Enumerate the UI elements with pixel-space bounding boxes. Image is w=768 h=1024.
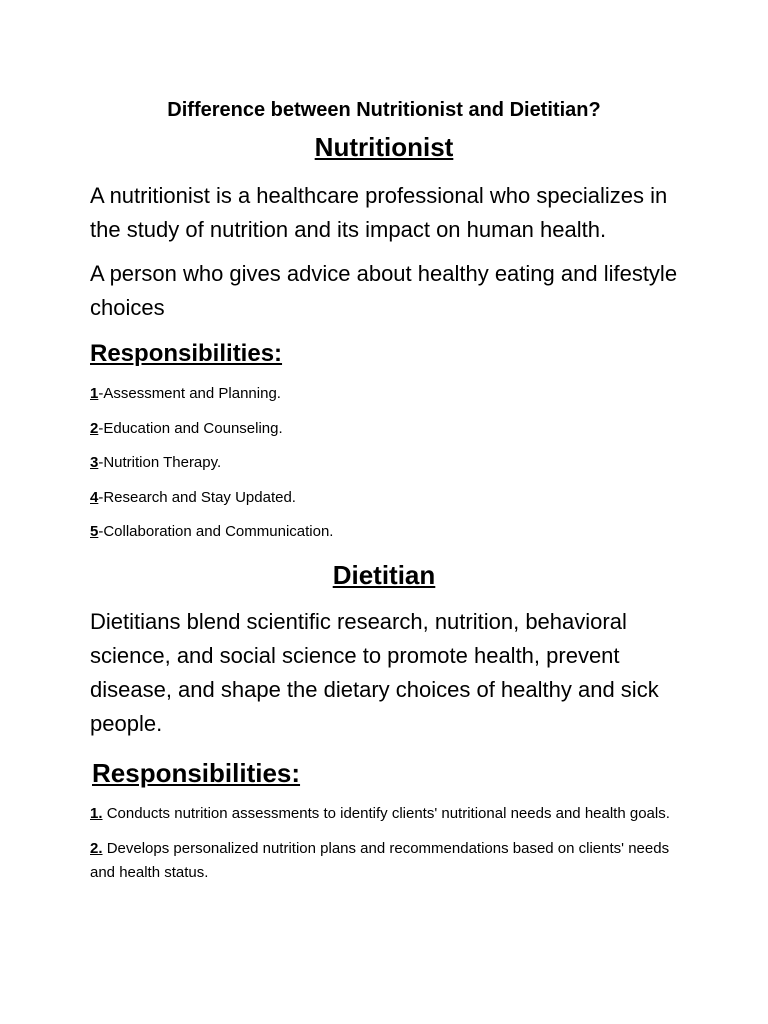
nutritionist-heading: Nutritionist (314, 132, 454, 162)
nutritionist-definition: A nutritionist is a healthcare professional who specializes in the study of nutrition and its impact on human health. (90, 183, 668, 242)
item-number: 1 (90, 385, 99, 402)
list-item (90, 486, 690, 510)
list-item (90, 382, 690, 406)
list-item (90, 417, 690, 441)
list-item (90, 520, 690, 544)
item-separator: - (98, 419, 104, 437)
item-number: 1. (90, 805, 103, 822)
item-text: Assessment and Planning. (103, 385, 281, 402)
item-text: Nutrition Therapy. (103, 454, 222, 471)
nutritionist-responsibilities-heading: Responsibilities: (90, 340, 283, 367)
item-separator: - (98, 523, 104, 540)
nutritionist-responsibilities-list (90, 382, 690, 544)
item-separator: - (98, 488, 104, 506)
item-text: Develops personalized nutrition plans and recommendations based on clients' needs and health status. (90, 840, 670, 881)
item-separator: - (98, 385, 104, 402)
dietitian-definition: Dietitians blend scientific research, nutrition, behavioral science, and social science to promote health, prevent disease, and shape the dietary choices of healthy and sick people. (90, 609, 659, 736)
list-item (90, 451, 690, 475)
dietitian-responsibilities-heading: Responsibilities: (92, 758, 301, 788)
document-title: Difference between Nutritionist and Dietitian? (167, 99, 601, 121)
list-item (90, 802, 690, 826)
item-number: 2 (90, 419, 99, 437)
item-number: 5 (90, 523, 99, 540)
list-item (90, 837, 690, 885)
item-text: Education and Counseling. (103, 419, 283, 437)
item-text: Research and Stay Updated. (103, 488, 296, 506)
dietitian-responsibilities-list (90, 802, 690, 885)
item-text: Collaboration and Communication. (103, 523, 334, 540)
item-number: 2. (90, 840, 103, 857)
item-number: 4 (90, 488, 99, 506)
item-separator: - (98, 454, 104, 471)
item-number: 3 (90, 454, 99, 471)
dietitian-heading: Dietitian (332, 560, 436, 590)
nutritionist-description: A person who gives advice about healthy eating and lifestyle choices (90, 261, 678, 320)
item-text: Conducts nutrition assessments to identify clients' nutritional needs and health goals. (106, 805, 670, 822)
